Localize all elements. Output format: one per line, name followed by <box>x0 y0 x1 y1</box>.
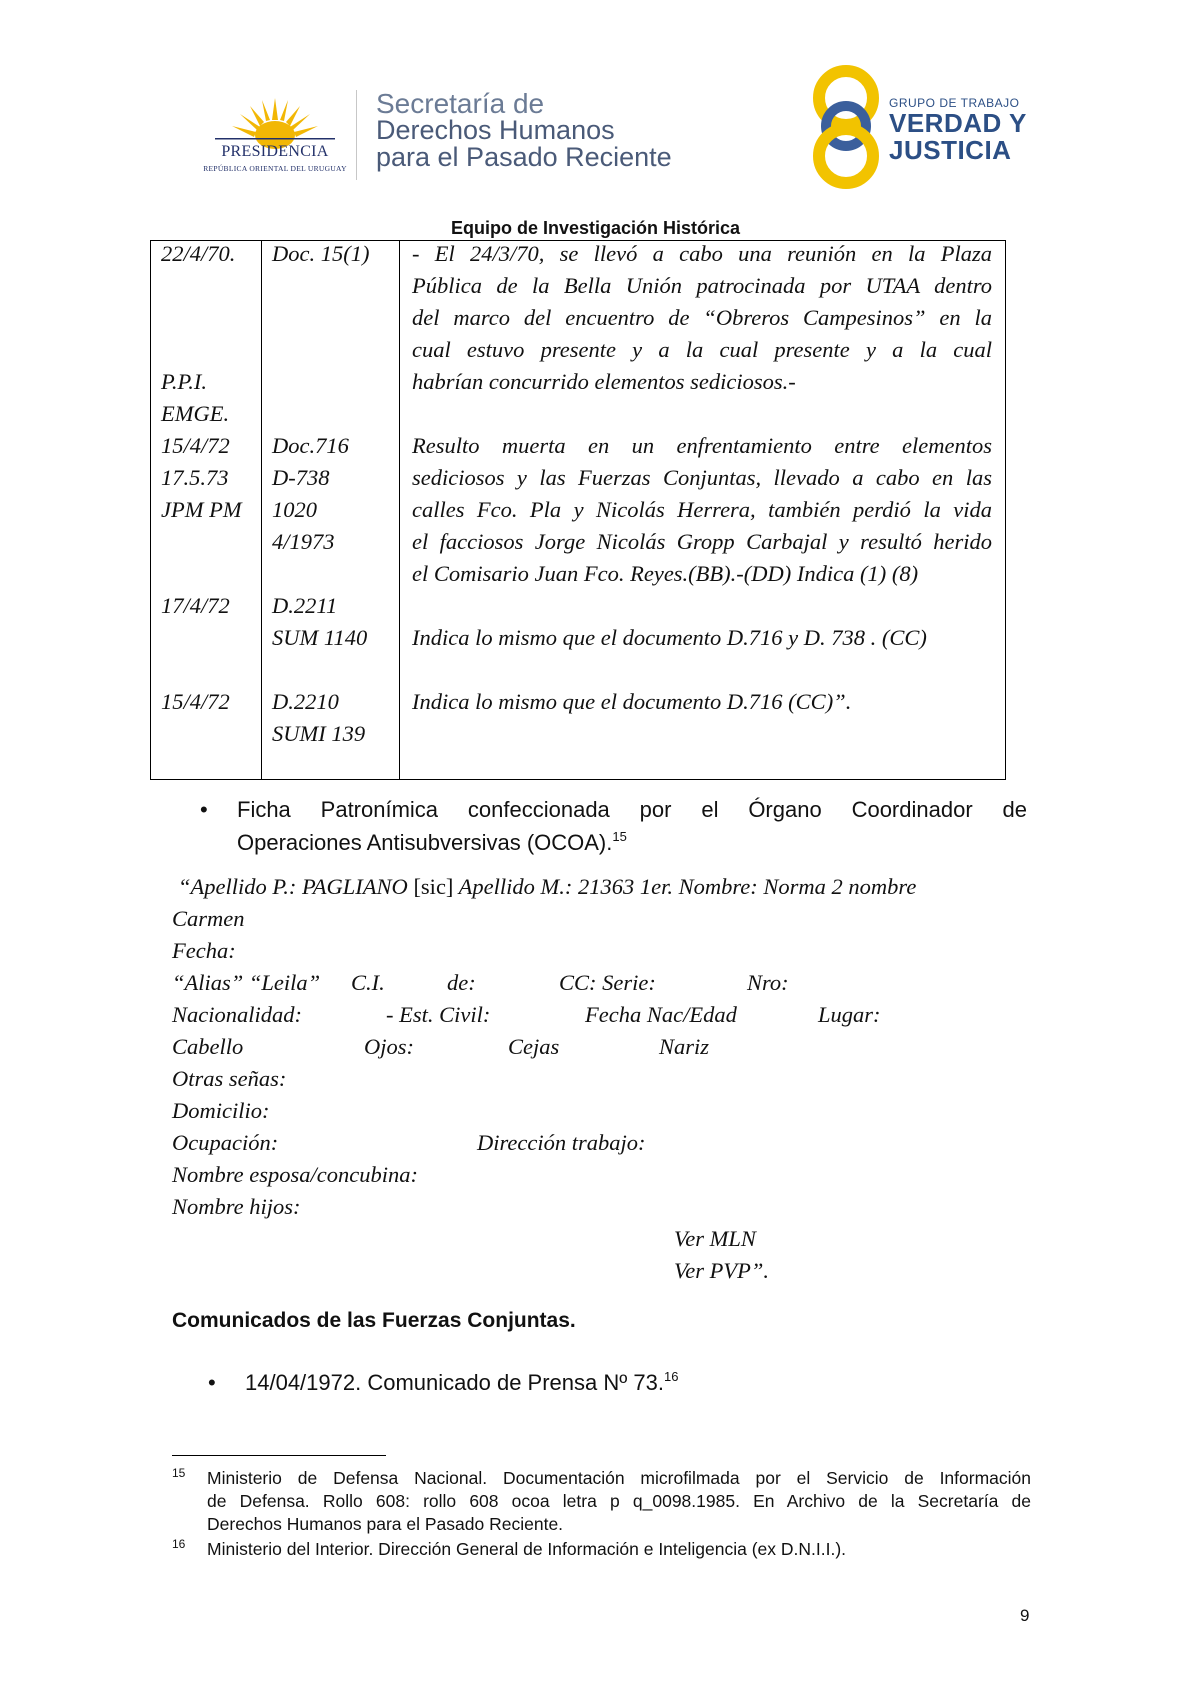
table-cell: cual estuvo presente y a la cual presente y a la cual <box>412 337 992 362</box>
header-divider <box>356 90 357 180</box>
grupo-line1: GRUPO DE TRABAJO <box>889 96 1020 110</box>
form-ocupacion: Ocupación: <box>172 1130 279 1155</box>
table-cell: JPM PM <box>161 497 242 522</box>
section-heading: Comunicados de las Fuerzas Conjuntas. <box>172 1309 576 1332</box>
table-cell: habrían concurrido elementos sediciosos.- <box>412 369 796 394</box>
table-cell: D.2210 <box>272 689 339 714</box>
table-cell <box>272 366 369 398</box>
table-cell <box>161 270 242 302</box>
table-cell: el facciosos Jorge Nicolás Gropp Carbajal y resultó herido <box>412 529 992 554</box>
secretaria-logo-text <box>376 90 672 171</box>
ficha-paragraph-text: Operaciones Antisubversivas (OCOA). <box>237 830 613 855</box>
table-cell: - El 24/3/70, se llevó a cabo una reunión en la Plaza <box>412 241 992 266</box>
comunicado-text: 14/04/1972. Comunicado de Prensa Nº 73. <box>245 1370 664 1395</box>
form-cc-serie: CC: Serie: <box>559 970 656 995</box>
form-de: de: <box>447 970 476 995</box>
table-cell: sediciosos y las Fuerzas Conjuntas, llevado a cabo en las <box>412 465 992 490</box>
table-cell: Indica lo mismo que el documento D.716 y D. 738 . (CC) <box>412 625 927 650</box>
table-cell <box>272 558 369 590</box>
form-ver-pvp: Ver PVP”. <box>674 1258 769 1283</box>
form-apellido-p: “Apellido P.: PAGLIANO <box>178 874 414 899</box>
footnote-separator <box>172 1455 386 1456</box>
grupo-trabajo-logo-text <box>889 96 1027 164</box>
footnote-16-number: 16 <box>172 1537 186 1551</box>
table-cell: 15/4/72 <box>161 433 230 458</box>
table-cell: Doc.716 <box>272 433 349 458</box>
form-ojos: Ojos: <box>364 1034 414 1059</box>
table-cell <box>161 526 242 558</box>
form-est-civil: - Est. Civil: <box>386 1002 491 1027</box>
table-cell: SUMI 139 <box>272 721 366 746</box>
page-number: 9 <box>1020 1606 1030 1625</box>
form-ci: C.I. <box>351 970 385 995</box>
footnote-15 <box>207 1467 1031 1536</box>
form-domicilio: Domicilio: <box>172 1098 270 1123</box>
form-nombre-esposa: Nombre esposa/concubina: <box>172 1162 419 1187</box>
table-cell: calles Fco. Pla y Nicolás Herrera, también perdió la vida <box>412 497 992 522</box>
table-cell: Resulto muerta en un enfrentamiento entre elementos <box>412 433 992 458</box>
form-fecha-nac: Fecha Nac/Edad <box>585 1002 737 1027</box>
form-line-apellido <box>178 874 916 900</box>
table-cell: P.P.I. <box>161 369 208 394</box>
team-title: Equipo de Investigación Histórica <box>450 218 741 238</box>
footnote-16 <box>207 1538 846 1561</box>
table-cell: 17/4/72 <box>161 593 230 618</box>
secretaria-line3: para el Pasado Reciente <box>376 142 672 172</box>
sic-marker: [sic] <box>413 874 454 899</box>
table-cell: 4/1973 <box>272 529 335 554</box>
presidencia-name: PRESIDENCIA <box>221 143 329 160</box>
table-cell: SUM 1140 <box>272 625 368 650</box>
table-col-description <box>412 238 992 718</box>
table-cell <box>161 334 242 366</box>
table-cell: del marco del encuentro de “Obreros Campesinos” en la <box>412 305 992 330</box>
presidencia-subtitle: REPÚBLICA ORIENTAL DEL URUGUAY <box>203 164 347 173</box>
grupo-line3: JUSTICIA <box>889 135 1012 165</box>
table-cell <box>272 334 369 366</box>
footnote-15-line: Derechos Humanos para el Pasado Reciente. <box>207 1514 564 1534</box>
table-col-document <box>272 238 369 750</box>
secretaria-line1: Secretaría de <box>376 88 545 119</box>
table-column-divider <box>399 240 400 780</box>
table-cell <box>161 558 242 590</box>
table-cell: 22/4/70. <box>161 241 236 266</box>
form-cabello: Cabello <box>172 1034 244 1059</box>
table-cell <box>161 622 242 654</box>
table-col-date <box>161 238 242 718</box>
table-cell <box>272 270 369 302</box>
table-cell <box>272 302 369 334</box>
table-column-divider <box>261 240 262 780</box>
form-fecha: Fecha: <box>172 938 236 963</box>
table-cell <box>161 302 242 334</box>
comunicado-item <box>245 1370 678 1396</box>
bullet-marker: • <box>200 797 208 822</box>
ficha-paragraph-line1: Ficha Patronímica confeccionada por el Órgano Coordinador de <box>237 797 1027 822</box>
form-carmen: Carmen <box>172 906 245 931</box>
table-cell: Pública de la Bella Unión patrocinada por UTAA dentro <box>412 273 992 298</box>
form-apellido-m: Apellido M.: 21363 1er. Nombre: Norma 2 nombre <box>453 874 917 899</box>
table-cell: D-738 <box>272 465 330 490</box>
table-cell <box>412 398 992 430</box>
form-nariz: Nariz <box>659 1034 710 1059</box>
table-cell: Doc. 15(1) <box>272 241 370 266</box>
form-nombre-hijos: Nombre hijos: <box>172 1194 301 1219</box>
form-cejas: Cejas <box>508 1034 560 1059</box>
bullet-marker: • <box>208 1370 216 1395</box>
form-ver-mln: Ver MLN <box>674 1226 756 1251</box>
footnote-15-line: Ministerio de Defensa Nacional. Documentación microfilmada por el Servicio de Información <box>207 1468 1031 1488</box>
table-cell: 15/4/72 <box>161 689 230 714</box>
footnote-16-line: Ministerio del Interior. Dirección General de Información e Inteligencia (ex D.N.I.I.). <box>207 1539 847 1559</box>
form-alias: “Alias” “Leila” <box>172 970 321 995</box>
table-cell: EMGE. <box>161 401 230 426</box>
footnote-ref-16[interactable]: 16 <box>663 1369 679 1384</box>
footnote-ref-15[interactable]: 15 <box>612 829 627 844</box>
table-cell <box>272 398 369 430</box>
table-cell: Indica lo mismo que el documento D.716 (CC)”. <box>412 689 852 714</box>
form-direccion-trabajo: Dirección trabajo: <box>477 1130 646 1155</box>
form-lugar: Lugar: <box>818 1002 881 1027</box>
table-cell: 1020 <box>272 497 317 522</box>
form-nacionalidad: Nacionalidad: <box>172 1002 302 1027</box>
table-cell <box>161 654 242 686</box>
table-cell <box>272 654 369 686</box>
ficha-paragraph-line2 <box>237 830 627 856</box>
secretaria-line2: Derechos Humanos <box>376 115 615 145</box>
table-cell: 17.5.73 <box>161 465 229 490</box>
grupo-line2: VERDAD Y <box>889 108 1027 138</box>
footnote-15-line: de Defensa. Rollo 608: rollo 608 ocoa letra p q_0098.1985. En Archivo de la Secretaría de <box>207 1491 1031 1511</box>
table-cell: el Comisario Juan Fco. Reyes.(BB).-(DD) Indica (1) (8) <box>412 561 919 586</box>
form-otras-senas: Otras señas: <box>172 1066 287 1091</box>
table-cell: D.2211 <box>272 593 338 618</box>
table-cell <box>412 654 992 686</box>
table-cell <box>412 590 992 622</box>
form-nro: Nro: <box>747 970 789 995</box>
footnote-15-number: 15 <box>172 1466 186 1480</box>
